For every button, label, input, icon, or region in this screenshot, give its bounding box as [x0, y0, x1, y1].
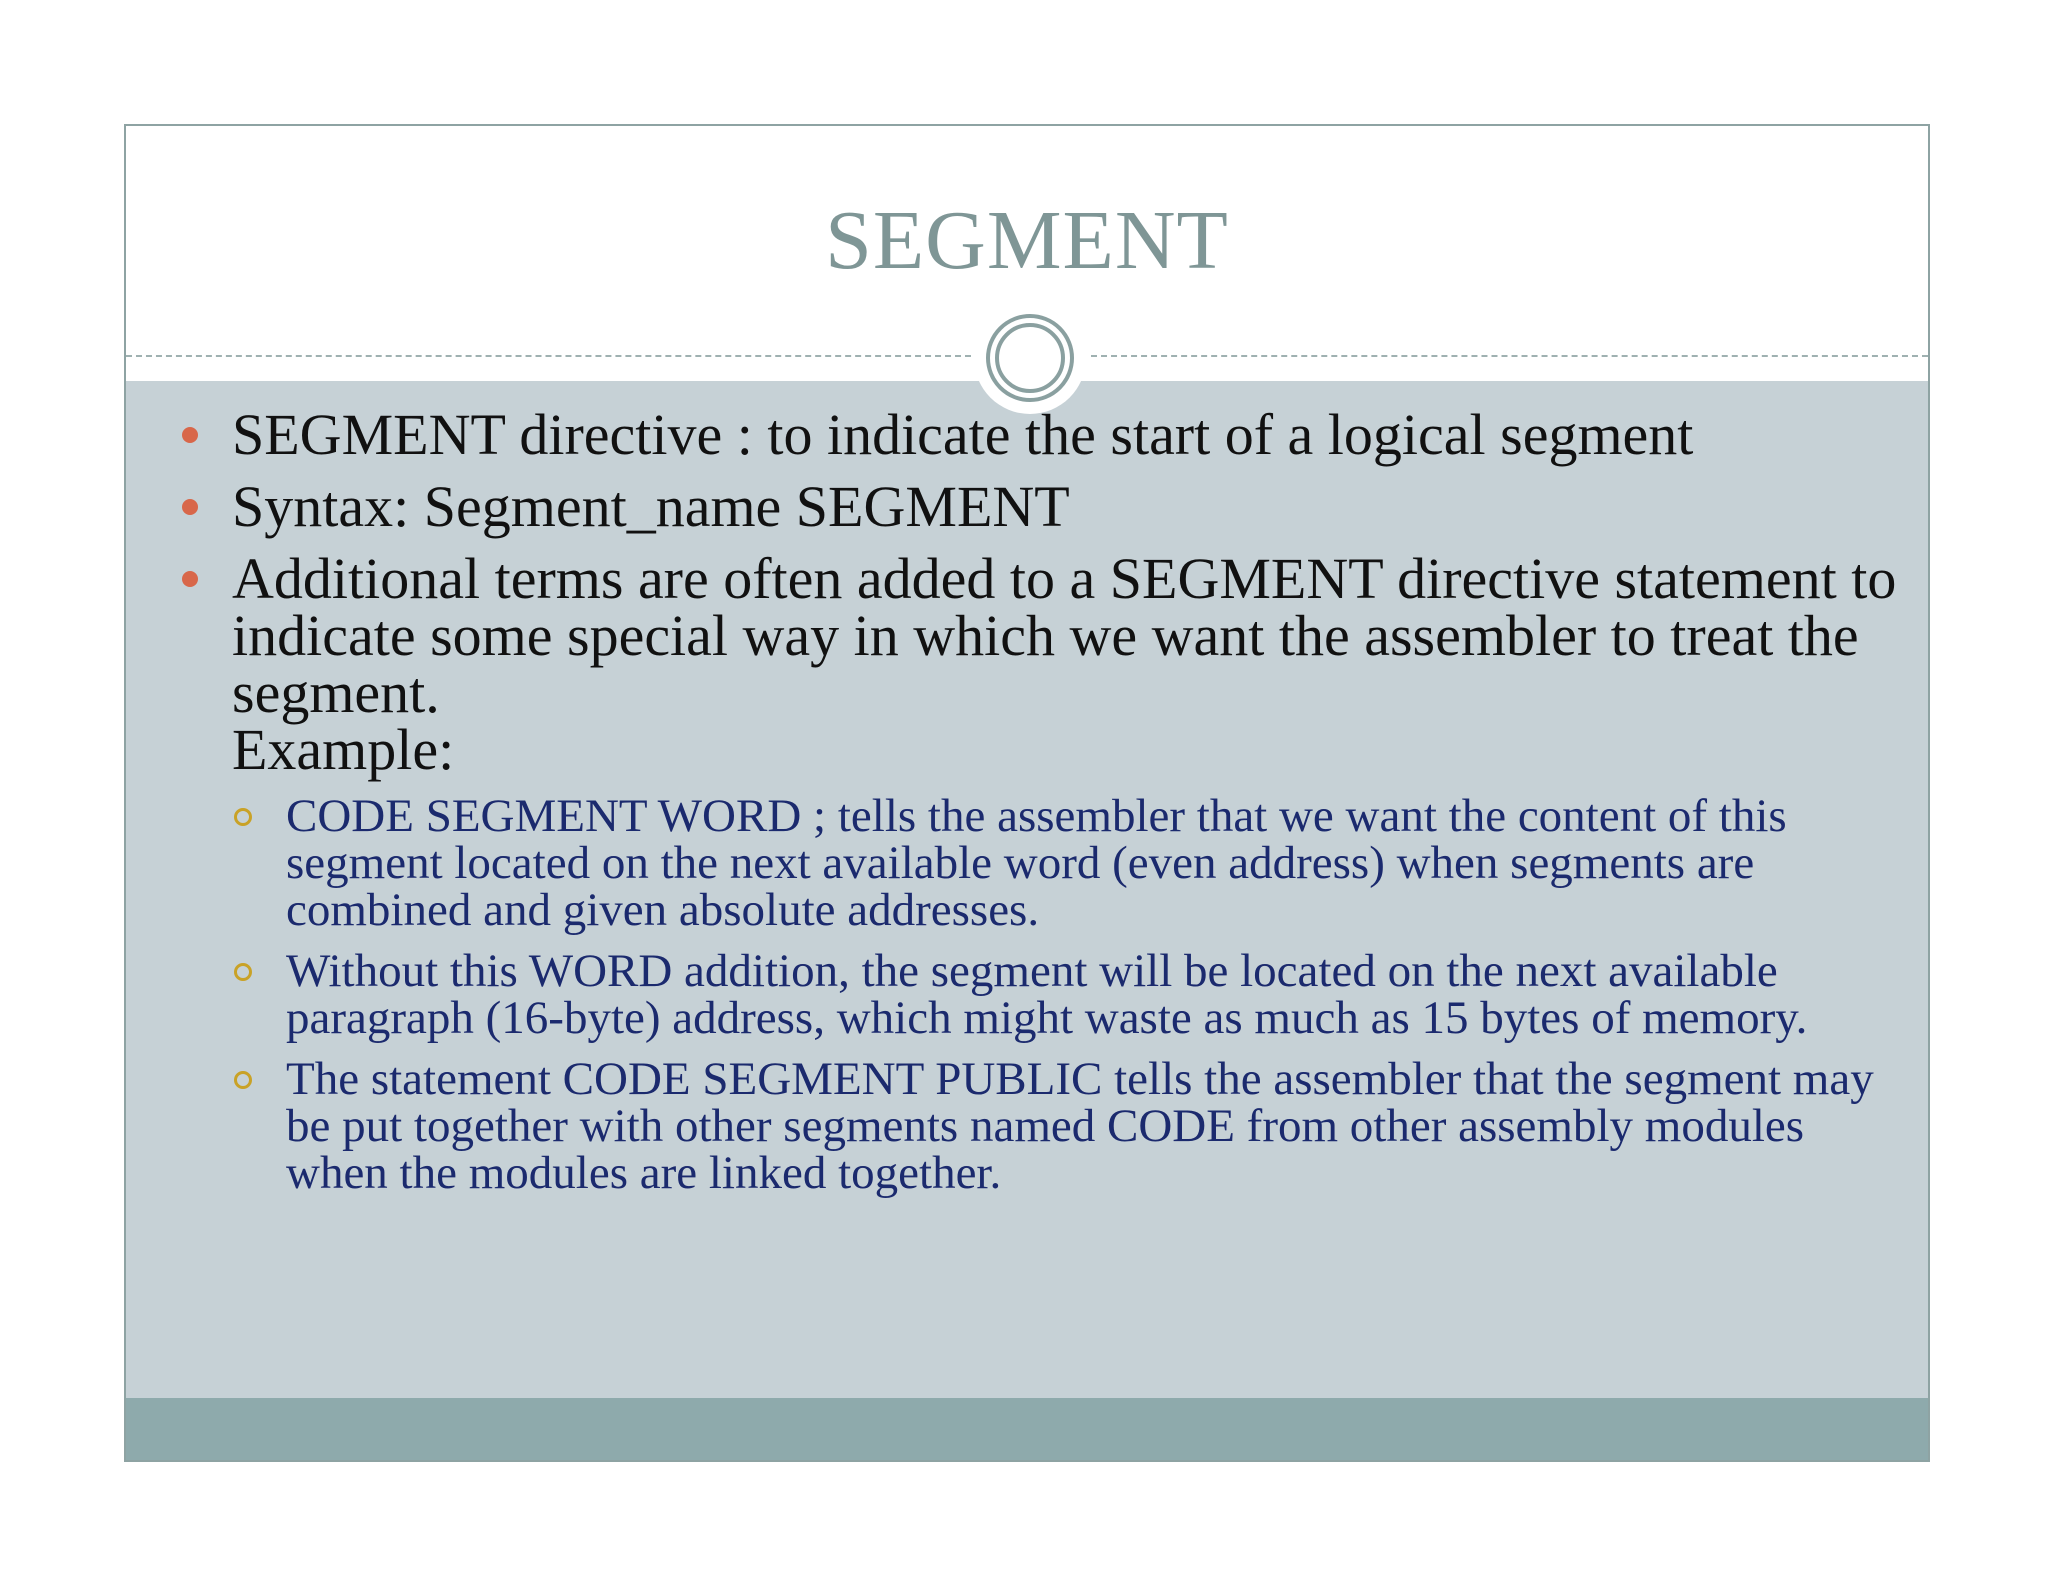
ring-bullet-icon: [234, 963, 252, 981]
sub-bullet-text: Without this WORD addition, the segment will be located on the next available paragraph (16-byte) address, which might waste as much as 15 bytes of memory.: [286, 945, 1808, 1044]
example-label: Example:: [232, 717, 455, 782]
bullet-dot-icon: [182, 571, 198, 587]
bullet-text: Syntax: Segment_name SEGMENT: [232, 474, 1070, 539]
footer-band: [126, 1398, 1928, 1460]
title-divider-left: [126, 355, 971, 357]
sub-bullet-item: [176, 945, 1906, 1044]
bullet-text: Additional terms are often added to a SEGMENT directive statement to indicate some special way in which we want the assembler to treat the segment.: [232, 546, 1897, 725]
slide-title: SEGMENT: [825, 194, 1229, 287]
title-divider-right: [1091, 355, 1928, 357]
slide: [124, 124, 1930, 1462]
ring-bullet-icon: [234, 1071, 252, 1089]
bullet-list: [176, 402, 1906, 1211]
sub-bullet-list: [176, 790, 1906, 1199]
bullet-item: [176, 546, 1906, 782]
bullet-dot-icon: [182, 427, 198, 443]
bullet-text: SEGMENT directive : to indicate the start of a logical segment: [232, 402, 1694, 467]
sub-bullet-item: [176, 1053, 1906, 1199]
bullet-item: [176, 402, 1906, 467]
sub-bullet-item: [176, 790, 1906, 936]
bullet-item: [176, 474, 1906, 539]
sub-bullet-text: CODE SEGMENT WORD ; tells the assembler that we want the content of this segment located on the next available word (even address) when segments are combined and given absolute addresses.: [286, 790, 1787, 936]
ring-bullet-icon: [234, 808, 252, 826]
sub-bullet-text: The statement CODE SEGMENT PUBLIC tells the assembler that the segment may be put together with other segments named CODE from other assembly modules when the modules are linked together.: [286, 1053, 1874, 1199]
circle-ornament-icon: [985, 313, 1075, 403]
bullet-dot-icon: [182, 499, 198, 515]
